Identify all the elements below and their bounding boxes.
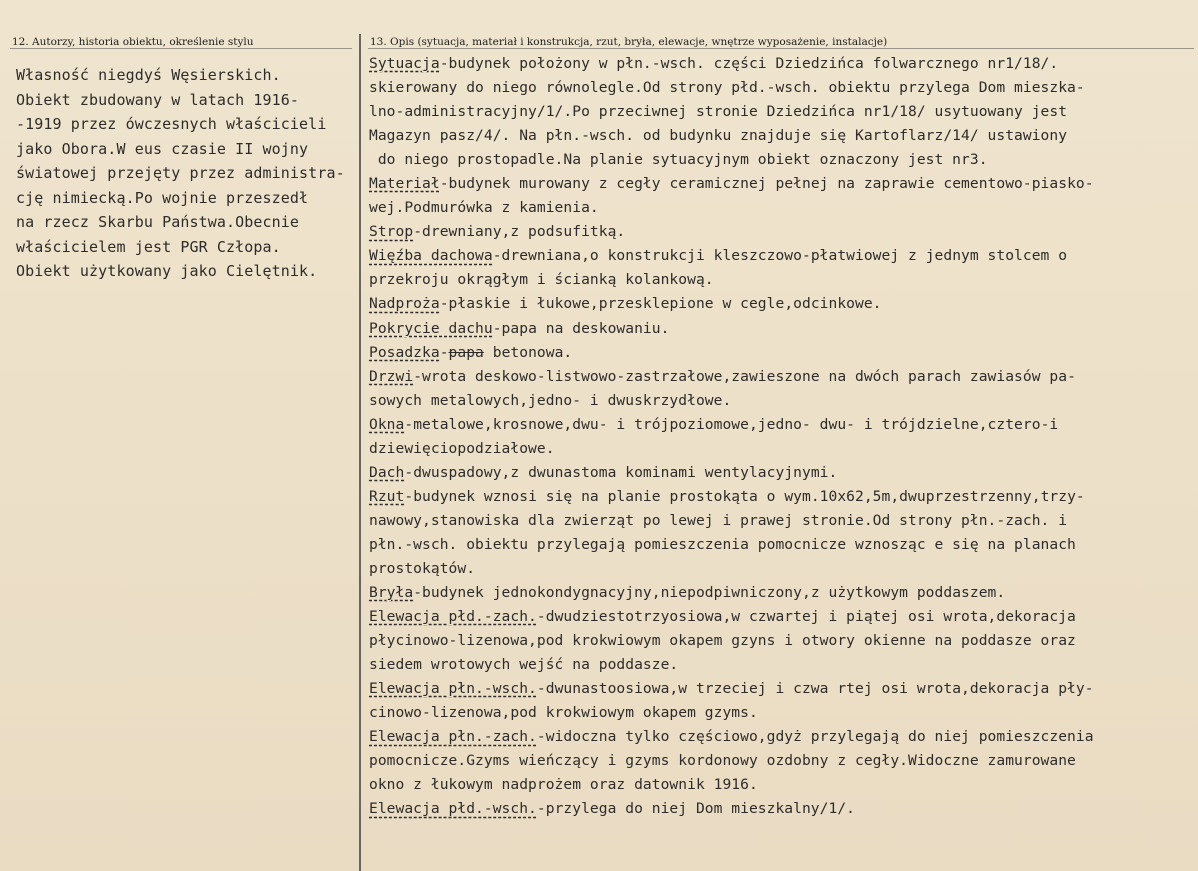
description-line — [369, 509, 1195, 533]
description-text: nawowy,stanowiska dla zwierząt po lewej i prawej stronie.Od strony płn.-zach. i — [369, 511, 1068, 529]
description-line — [369, 653, 1195, 677]
description-text: sowych metalowych,jedno- i dwuskrzydłowe. — [369, 391, 732, 409]
description-text: -dwunastoosiowa,w trzeciej i czwa rtej osi wrota,dekoracja pły- — [536, 680, 1094, 698]
description-line — [369, 124, 1195, 148]
history-line: -1919 przez ówczesnych właścicieli — [16, 115, 327, 133]
description-line — [369, 172, 1195, 196]
description-line — [369, 268, 1195, 292]
description-line — [369, 52, 1195, 76]
description-line — [369, 196, 1195, 220]
description-line — [369, 389, 1195, 413]
description-text: okno z łukowym nadprożem oraz datownik 1916. — [369, 776, 758, 794]
description-text: siedem wrotowych wejść na poddasze. — [369, 656, 679, 674]
description-term: Okna — [369, 415, 405, 433]
description-line — [369, 220, 1195, 244]
description-text: - — [439, 343, 449, 361]
section-13-heading: 13. Opis (sytuacja, materiał i konstrukcja, rzut, bryła, elewacje, wnętrze wyposażenie, instalacje) — [370, 36, 888, 48]
description-line — [369, 341, 1195, 365]
description-text: lno-administracyjny/1/.Po przeciwnej stronie Dziedzińca nr1/18/ usytuowany jest — [369, 103, 1068, 121]
description-line — [369, 437, 1195, 461]
description-line — [369, 413, 1195, 437]
description-line — [369, 581, 1195, 605]
description-text: przekroju okrągłym i ścianką kolankową. — [369, 271, 714, 289]
description-text: -płaskie i łukowe,przesklepione w cegle,odcinkowe. — [439, 295, 882, 313]
description-line — [369, 629, 1195, 653]
description-text: do niego prostopadle.Na planie sytuacyjnym obiekt oznaczony jest nr3. — [369, 151, 988, 169]
description-text: -drewniany,z podsufitką. — [413, 223, 626, 241]
description-term: Elewacja płn.-wsch. — [369, 680, 537, 698]
description-line — [369, 605, 1195, 629]
description-text: skierowany do niego równolegle.Od strony płd.-wsch. obiektu przylega Dom mieszka- — [369, 79, 1085, 97]
description-term: Elewacja płn.-zach. — [369, 728, 537, 746]
column-divider — [359, 34, 361, 871]
struck-text: papa — [448, 343, 484, 361]
description-line — [369, 557, 1195, 581]
description-text: -drewniana,o konstrukcji kleszczowo-płatwiowej z jednym stolcem o — [492, 247, 1068, 265]
description-line — [369, 773, 1195, 797]
description-text: -przylega do niej Dom mieszkalny/1/. — [536, 800, 855, 818]
description-text: płn.-wsch. obiektu przylegają pomieszczenia pomocnicze wznosząc e się na planach — [369, 535, 1076, 553]
description-line — [369, 365, 1195, 389]
description-term: Dach — [369, 463, 405, 481]
history-line: Własność niegdyś Węsierskich. — [16, 66, 281, 84]
description-text: -metalowe,krosnowe,dwu- i trójpoziomowe,jedno- dwu- i trójdzielne,cztero-i — [404, 415, 1059, 433]
section-13-text — [369, 52, 1195, 822]
description-line — [369, 461, 1195, 485]
description-text: -widoczna tylko częściowo,gdyż przylegają do niej pomieszczenia — [536, 728, 1094, 746]
description-text: -dwuspadowy,z dwunastoma kominami wentylacyjnymi. — [404, 463, 838, 481]
description-line — [369, 148, 1195, 172]
description-term: Posadzka — [369, 343, 440, 361]
description-line — [369, 533, 1195, 557]
description-term: Strop — [369, 223, 414, 241]
history-line: Obiekt użytkowany jako Cielętnik. — [16, 262, 318, 280]
description-text: -budynek murowany z cegły ceramicznej pełnej na zaprawie cementowo-piasko- — [439, 175, 1094, 193]
description-term: Bryła — [369, 584, 414, 602]
description-text: pomocnicze.Gzyms wieńczący i gzyms kordonowy ozdobny z cegły.Widoczne zamurowane — [369, 752, 1076, 770]
description-text: -budynek jednokondygnacyjny,niepodpiwniczony,z użytkowym poddaszem. — [413, 584, 1006, 602]
description-line — [369, 292, 1195, 316]
history-line: cję nimiecką.Po wojnie przeszedł — [16, 188, 309, 207]
section-12-heading: 12. Autorzy, historia obiektu, określenie stylu — [12, 36, 254, 48]
description-line — [369, 244, 1195, 268]
description-term: Pokrycie dachu — [369, 319, 493, 337]
description-text: prostokątów. — [369, 559, 476, 577]
description-text: wej.Podmurówka z kamienia. — [369, 199, 599, 217]
description-term: Materiał — [369, 175, 440, 193]
history-line: Obiekt zbudowany w latach 1916- — [16, 90, 300, 109]
section-12-text — [16, 63, 356, 284]
description-term: Więźba dachowa — [369, 247, 493, 265]
description-line — [369, 317, 1195, 341]
description-line — [369, 749, 1195, 773]
description-line — [369, 797, 1195, 821]
description-text: płycinowo-lizenowa,pod krokwiowym okapem gzyns i otwory okienne na poddasze oraz — [369, 632, 1076, 650]
description-line — [369, 76, 1195, 100]
description-text: cinowo-lizenowa,pod krokwiowym okapem gzyms. — [369, 704, 758, 722]
history-line: właścicielem jest PGR Człopa. — [16, 237, 281, 256]
description-line — [369, 100, 1195, 124]
description-text: -wrota deskowo-listwowo-zastrzałowe,zawieszone na dwóch parach zawiasów pa- — [413, 367, 1076, 385]
description-line — [369, 725, 1195, 749]
description-term: Drzwi — [369, 367, 414, 385]
description-text: -budynek położony w płn.-wsch. części Dziedzińca folwarcznego nr1/18/. — [439, 55, 1059, 72]
description-text: -budynek wznosi się na planie prostokąta o wym.10x62,5m,dwuprzestrzenny,trzy- — [404, 487, 1085, 505]
description-text: Magazyn pasz/4/. Na płn.-wsch. od budynku znajduje się Kartoflarz/14/ ustawiony — [369, 127, 1068, 145]
description-term: Elewacja płd.-wsch. — [369, 800, 537, 818]
description-line — [369, 701, 1195, 725]
history-line: światowej przejęty przez administra- — [16, 164, 345, 182]
description-term: Elewacja płd.-zach. — [369, 608, 537, 626]
description-term: Sytuacja — [369, 55, 440, 72]
description-line — [369, 485, 1195, 509]
history-line: na rzecz Skarbu Państwa.Obecnie — [16, 213, 300, 231]
description-text: -dwudziestotrzyosiowa,w czwartej i piątej osi wrota,dekoracja — [536, 608, 1076, 626]
description-text: -papa na deskowaniu. — [492, 319, 670, 337]
description-text: dziewięciopodziałowe. — [369, 439, 555, 457]
description-term: Rzut — [369, 487, 405, 505]
description-line — [369, 677, 1195, 701]
description-term: Nadproża — [369, 295, 440, 313]
description-text-tail: betonowa. — [483, 343, 573, 361]
history-line: jako Obora.W eus czasie II wojny — [16, 139, 309, 158]
